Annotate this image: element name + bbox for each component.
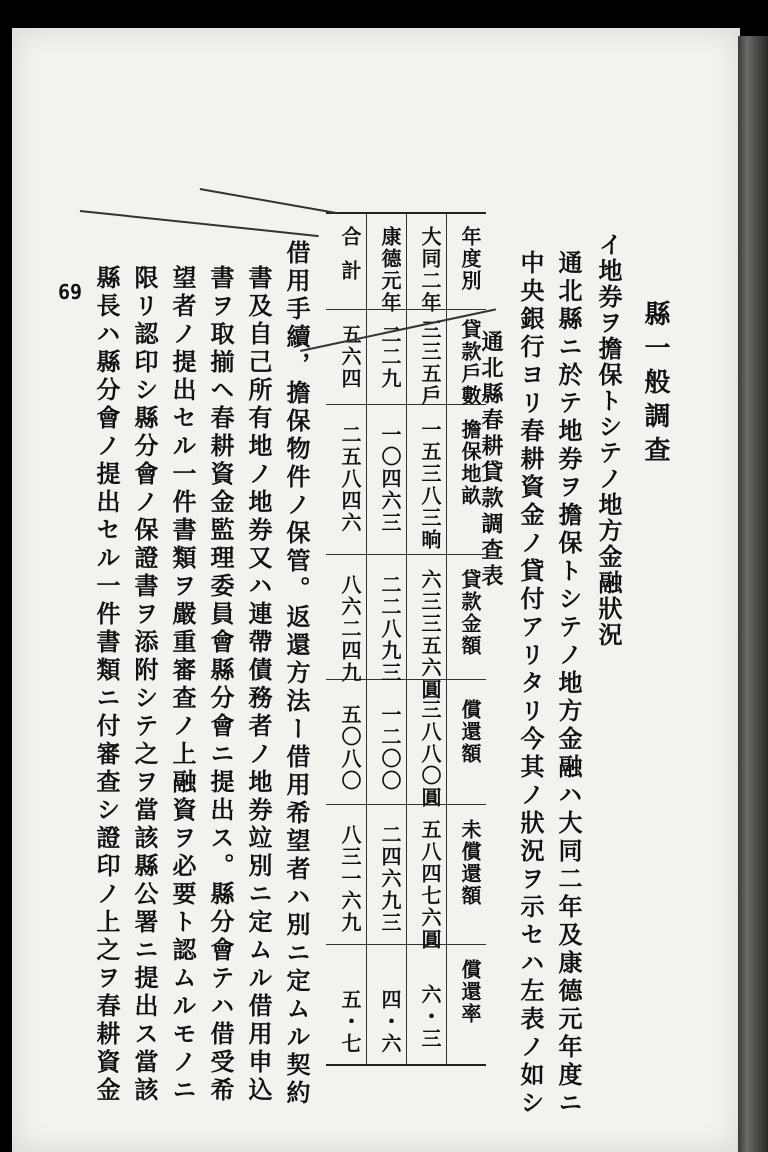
row-rate: 五・七 [338, 989, 362, 1055]
row-year: 康德元年 [378, 226, 402, 314]
body-line-4: 望者ノ提出セル一件書類ヲ嚴重審查ノ上融資ヲ必要ト認ムルモノニ [168, 265, 197, 1105]
page-number: 69 [58, 280, 83, 304]
row-households: 五六四 [338, 324, 362, 390]
row-collateral: 一五三八三晌 [418, 419, 442, 551]
body-line-2: 書及自己所有地ノ地券又ハ連帶債務者ノ地券竝別ニ定ムル借用申込 [244, 265, 273, 1105]
header-year: 年度別 [458, 226, 482, 292]
row-unrepaid: 五八四七六圓 [418, 819, 442, 951]
row-repaid: 五〇八〇 [338, 704, 362, 792]
row-year: 大同二年 [418, 226, 442, 314]
header-unrepaid: 未償還額 [458, 819, 482, 907]
row-collateral: 一〇四六三 [378, 424, 402, 534]
row-collateral: 二五八四六 [338, 424, 362, 534]
row-unrepaid: 二四六九三 [378, 824, 402, 934]
row-households: 三三五戶 [418, 319, 442, 407]
book-binding-edge [738, 36, 768, 1152]
header-repaid: 償還額 [458, 699, 482, 765]
body-line-5: 限リ認印シ縣分會ノ保證書ヲ添附シテ之ヲ當該縣公署ニ提出ス當該 [130, 265, 159, 1105]
body-line-3: 書ヲ取揃ヘ春耕資金監理委員會縣分會ニ提出ス。縣分會テハ借受希 [206, 265, 235, 1105]
row-households: 二二九 [378, 324, 402, 390]
subsection-heading: イ地券ヲ擔保トシテノ地方金融狀況 [594, 232, 623, 648]
row-rate: 六・三 [418, 984, 442, 1050]
header-loan-amount: 貸款金額 [458, 569, 482, 657]
row-loan-amount: 八六二四九 [338, 574, 362, 684]
section-heading: 縣一般調查 [640, 300, 670, 470]
row-loan-amount: 二二八九三 [378, 574, 402, 684]
row-repaid: 三八八〇圓 [418, 699, 442, 809]
header-households: 貸款戶數 [458, 319, 482, 407]
intro-line-2: 中央銀行ヨリ春耕資金ノ貸付アリタリ今其ノ狀況ヲ示セハ左表ノ如シ [516, 250, 545, 1118]
row-year: 合計 [338, 226, 362, 294]
row-rate: 四・六 [378, 989, 402, 1055]
body-line-1: 借用手續，擔保物件ノ保管。返還方法ー借用希望者ハ別ニ定ムル契約 [282, 240, 311, 1108]
row-repaid: 一二〇〇 [378, 704, 402, 792]
table-title: 通北縣春耕貸款調查表 [478, 330, 504, 590]
header-collateral: 擔保地畝 [458, 419, 482, 507]
row-unrepaid: 八三一六九 [338, 824, 362, 934]
body-line-6: 縣長ハ縣分會ノ提出セル一件書類ニ付審查シ證印ノ上之ヲ春耕資金 [92, 265, 121, 1105]
intro-line-1: 通北縣ニ於テ地券ヲ擔保トシテノ地方金融ハ大同二年及康德元年度ニ [554, 250, 583, 1118]
row-loan-amount: 六三三五六圓 [418, 569, 442, 701]
header-rate: 償還率 [458, 959, 482, 1025]
